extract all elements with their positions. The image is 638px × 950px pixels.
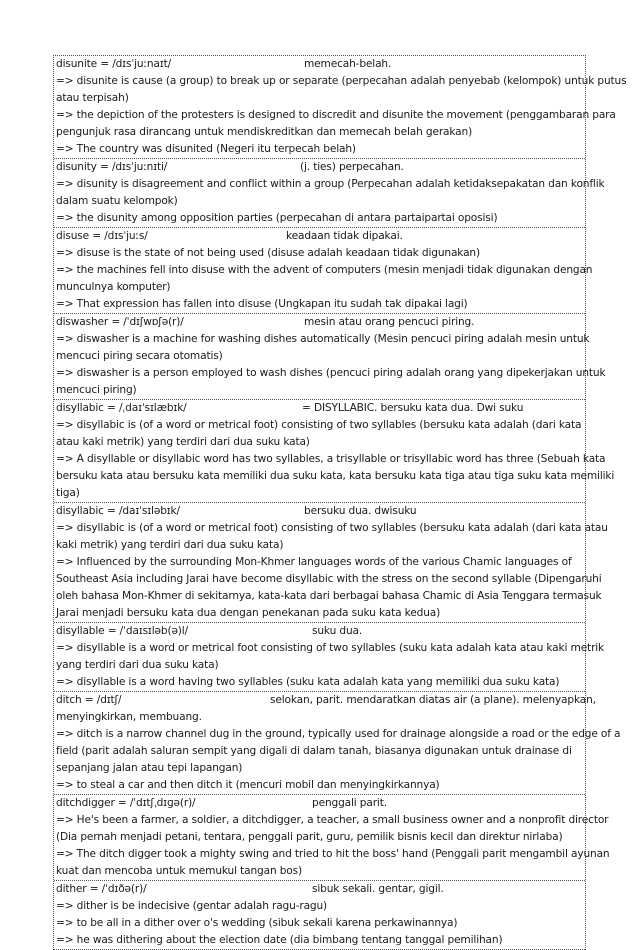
- entry-line: atau terpisah): [56, 92, 129, 104]
- entry-line: => The ditch digger took a mighty swing and tried to hit the boss' hand (Penggali parit mengambil ayunan: [56, 848, 610, 860]
- entry-term: disunite = /dɪsˈjuːnaɪt/: [56, 58, 171, 70]
- entry-line: => to be all in a dither over o's wedding (sibuk sekali karena perkawinannya): [56, 917, 458, 929]
- dictionary-entry: [54, 881, 585, 950]
- entry-line: => he was dithering about the election date (dia bimbang tentang tanggal pemilihan): [56, 934, 503, 946]
- entry-line: => to steal a car and then ditch it (mencuri mobil dan menyingkirkannya): [56, 779, 440, 791]
- entry-line: kuat dan mencoba untuk memukul tangan bos): [56, 865, 302, 877]
- entry-gloss: memecah-belah.: [304, 58, 392, 70]
- entry-line: bersuku kata atau bersuku kata memiliki dua suku kata, kata bersuku kata tiga atau tiga suku kata memiliki: [56, 470, 615, 482]
- entry-gloss: keadaan tidak dipakai.: [286, 230, 403, 242]
- entry-term: ditchdigger = /ˈdɪtʃˌdɪɡə(r)/: [56, 797, 196, 809]
- entry-line: Jarai menjadi bersuku kata dua dengan penekanan pada suku kata kedua): [56, 607, 441, 619]
- entry-line: => A disyllable or disyllabic word has two syllables, a trisyllable or trisyllabic word has three (Sebuah kata: [56, 453, 606, 465]
- entry-line: pengunjuk rasa dirancang untuk mendiskreditkan dan memecah belah gerakan): [56, 126, 473, 138]
- dictionary-entry: [54, 503, 608, 623]
- entry-line: => the machines fell into disuse with the advent of computers (mesin menjadi tidak digunakan dengan: [56, 264, 593, 276]
- entry-headline: [56, 692, 596, 709]
- entry-line: yang terdiri dari dua suku kata): [56, 659, 219, 671]
- entry-line: => disunity is disagreement and conflict within a group (Perpecahan adalah ketidaksepakatan dan konflik: [56, 178, 605, 190]
- dictionary-entry: [54, 159, 605, 228]
- dictionary-entry: [54, 56, 627, 159]
- entry-headline: [56, 400, 583, 417]
- entry-line: mencuci piring secara otomatis): [56, 350, 223, 362]
- dictionary-entry: [54, 228, 593, 314]
- entry-line: => the disunity among opposition parties (perpecahan di antara partaipartai oposisi): [56, 212, 498, 224]
- entry-line: dalam suatu kelompok): [56, 195, 178, 207]
- entry-line: tiga): [56, 487, 80, 499]
- entry-line: => disunite is cause (a group) to break up or separate (perpecahan adalah penyebab (kelompok) untuk putus: [56, 75, 627, 87]
- entry-line: => disuse is the state of not being used (disuse adalah keadaan tidak digunakan): [56, 247, 480, 259]
- entry-line: menyingkirkan, membuang.: [56, 711, 202, 723]
- dictionary-entry: [54, 314, 606, 400]
- entry-line: munculnya komputer): [56, 281, 171, 293]
- entry-gloss: mesin atau orang pencuci piring.: [304, 316, 475, 328]
- entry-gloss: suku dua.: [312, 625, 363, 637]
- entry-headline: [56, 228, 583, 245]
- entry-headline: [56, 503, 583, 520]
- entry-headline: [56, 795, 583, 812]
- entry-line: => disyllable is a word having two syllables (suku kata adalah kata yang memiliki dua suku kata): [56, 676, 560, 688]
- entry-line: field (parit adalah saluran sempit yang digali di dalam tanah, biasanya digunakan untuk drainase di: [56, 745, 572, 757]
- entry-line: sepanjang jalan atau tepi lapangan): [56, 762, 243, 774]
- entry-line: => dither is be indecisive (gentar adalah ragu-ragu): [56, 900, 328, 912]
- entry-line: => diswasher is a person employed to wash dishes (pencuci piring adalah orang yang dipekerjakan untuk: [56, 367, 606, 379]
- entry-line: => disyllable is a word or metrical foot consisting of two syllables (suku kata adalah kata atau kaki metrik: [56, 642, 605, 654]
- entry-headline: [56, 881, 583, 898]
- entry-headline: [56, 159, 583, 176]
- entry-line: mencuci piring): [56, 384, 137, 396]
- entry-headline: [56, 314, 583, 331]
- entry-term: disunity = /dɪsˈjuːnɪti/: [56, 161, 168, 173]
- entry-term: dither = /ˈdɪðə(r)/: [56, 883, 147, 895]
- entry-line: => That expression has fallen into disuse (Ungkapan itu sudah tak dipakai lagi): [56, 298, 468, 310]
- entry-line: => The country was disunited (Negeri itu terpecah belah): [56, 143, 356, 155]
- dictionary-entry: [54, 623, 605, 692]
- dictionary-entry: [54, 795, 610, 881]
- dictionary-entry: [54, 400, 615, 503]
- entry-headline: [56, 623, 583, 640]
- entry-term: ditch = /dɪtʃ/: [56, 694, 122, 706]
- entry-gloss: selokan, parit. mendaratkan diatas air (a plane). melenyapkan,: [270, 694, 596, 706]
- entry-line: => disyllabic is (of a word or metrical foot) consisting of two syllables (bersuku kata adalah (dari kata: [56, 419, 582, 431]
- entry-headline: [56, 56, 583, 73]
- entry-gloss: penggali parit.: [312, 797, 387, 809]
- entry-line: Southeast Asia including Jarai have become disyllabic with the stress on the second syllable (Dipengaruhi: [56, 573, 602, 585]
- entry-line: => He's been a farmer, a soldier, a ditchdigger, a teacher, a small business owner and a nonprofit director: [56, 814, 609, 826]
- entry-line: => ditch is a narrow channel dug in the ground, typically used for drainage alongside a road or the edge of a: [56, 728, 621, 740]
- entry-term: diswasher = /ˈdɪʃwɒʃə(r)/: [56, 316, 184, 328]
- dictionary-entry: [54, 692, 621, 795]
- entry-term: disyllable = /ˈdaɪsɪləb(ə)l/: [56, 625, 189, 637]
- entry-gloss: = DISYLLABIC. bersuku kata dua. Dwi suku: [302, 402, 524, 414]
- entry-line: (Dia pernah menjadi petani, tentara, penggali parit, guru, pemilik bisnis kecil dan direktur nirlaba): [56, 831, 563, 843]
- entry-term: disyllabic = /daɪˈsɪləbɪk/: [56, 505, 180, 517]
- entry-term: disuse = /dɪsˈjuːs/: [56, 230, 148, 242]
- entry-line: => Influenced by the surrounding Mon-Khmer languages words of the various Chamic languages of: [56, 556, 572, 568]
- dictionary-table: [53, 55, 627, 950]
- entry-gloss: bersuku dua. dwisuku: [304, 505, 417, 517]
- entry-gloss: (j. ties) perpecahan.: [300, 161, 404, 173]
- entry-line: => disyllabic is (of a word or metrical foot) consisting of two syllables (bersuku kata adalah (dari kata atau: [56, 522, 608, 534]
- entry-line: => diswasher is a machine for washing dishes automatically (Mesin pencuci piring adalah mesin untuk: [56, 333, 590, 345]
- entry-term: disyllabic = /ˌdaɪˈsɪlæbɪk/: [56, 402, 187, 414]
- entry-gloss: sibuk sekali. gentar, gigil.: [312, 883, 444, 895]
- entry-line: oleh bahasa Mon-Khmer di sekitarnya, kata-kata dari berbagai bahasa Chamic di Asia Tenggara termasuk: [56, 590, 602, 602]
- entry-line: kaki metrik) yang terdiri dari dua suku kata): [56, 539, 284, 551]
- entry-line: atau kaki metrik) yang terdiri dari dua suku kata): [56, 436, 310, 448]
- entry-line: => the depiction of the protesters is designed to discredit and disunite the movement (penggambaran para: [56, 109, 616, 121]
